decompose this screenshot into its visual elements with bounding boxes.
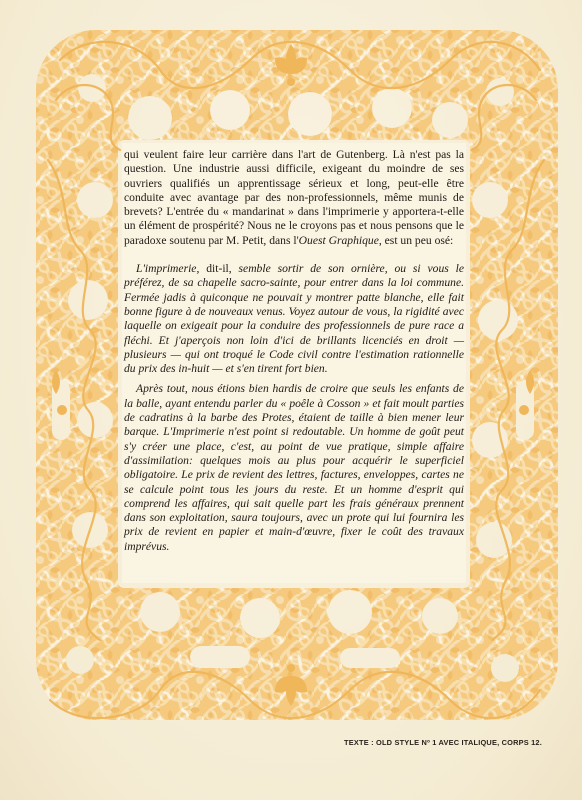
quote-1-part-b: dit-il, — [199, 262, 239, 276]
typeface-caption: TEXTE : OLD STYLE Nº 1 AVEC ITALIQUE, CORPS 12. — [344, 738, 542, 747]
paragraph-intro — [124, 148, 464, 248]
paragraph-intro-part-b: , est un peu osé: — [378, 233, 454, 247]
journal-title: Ouest Graphique — [298, 233, 379, 247]
quote-1-part-a: L'imprimerie, — [136, 262, 200, 276]
paragraph-intro-part-a: qui veulent faire leur carrière dans l'art de Gutenberg. Là n'est pas la question. Une industrie aussi difficile, exigeant du moindre de ses ouvriers qualifiés un apprentissage sérieux et long, peut-elle être conduite avec avantage par des non-professionnels, même munis de brevets? L'entrée du « mandarinat » dans l'imprimerie y apportera-t-elle un élément de prospérité? Nous ne le croyons pas et nous pensons que le paradoxe soutenu par M. Petit, dans l' — [124, 148, 464, 247]
quote-paragraph-1 — [124, 262, 464, 376]
quote-paragraph-2: Après tout, nous étions bien hardis de croire que seuls les enfants de la balle, ayant entendu parler du « poêle à Cosson » et fait moult parties de cadratins à la barbe des Protes, étaient de taille à bien mener leur barque. L'Imprimerie n'est point si redoutable. Un homme de goût peut s'y créer une place, c'est, au point de vue pratique, simple affaire d'assimilation: quelques mois au plus pour acquérir le superficiel obligatoire. Le prix de revient des lettres, factures, enveloppes, cartes ne se calcule point tous les jours du reste. Et un homme d'esprit qui comprend les affaires, qui sait quelle part les frais généraux prennent dans son exploitation, saura toujours, avec un prote qui lui fournira les prix de revient en papier et main-d'œuvre, fixer le coût des travaux imprévus. — [124, 382, 464, 553]
quote-1-part-c: semble sortir de son ornière, ou si vous le préférez, de sa chapelle sacro-sainte, pour entrer dans la loi commune. Fermée jadis à quiconque ne pouvait y montrer patte blanche, elle fait bonne figure à de nouveaux venus. Voyez autour de vous, la rigidité avec laquelle on exigeait pour la conduire des professionnels de pure race a fléchi. Et j'aperçois non loin d'ici de brillants licenciés en droit — plusieurs — qui ont troqué le Code civil contre l'estimation rationnelle du prix des in-huit — et s'en tirent fort bien. — [124, 262, 464, 376]
article-body — [124, 148, 464, 554]
